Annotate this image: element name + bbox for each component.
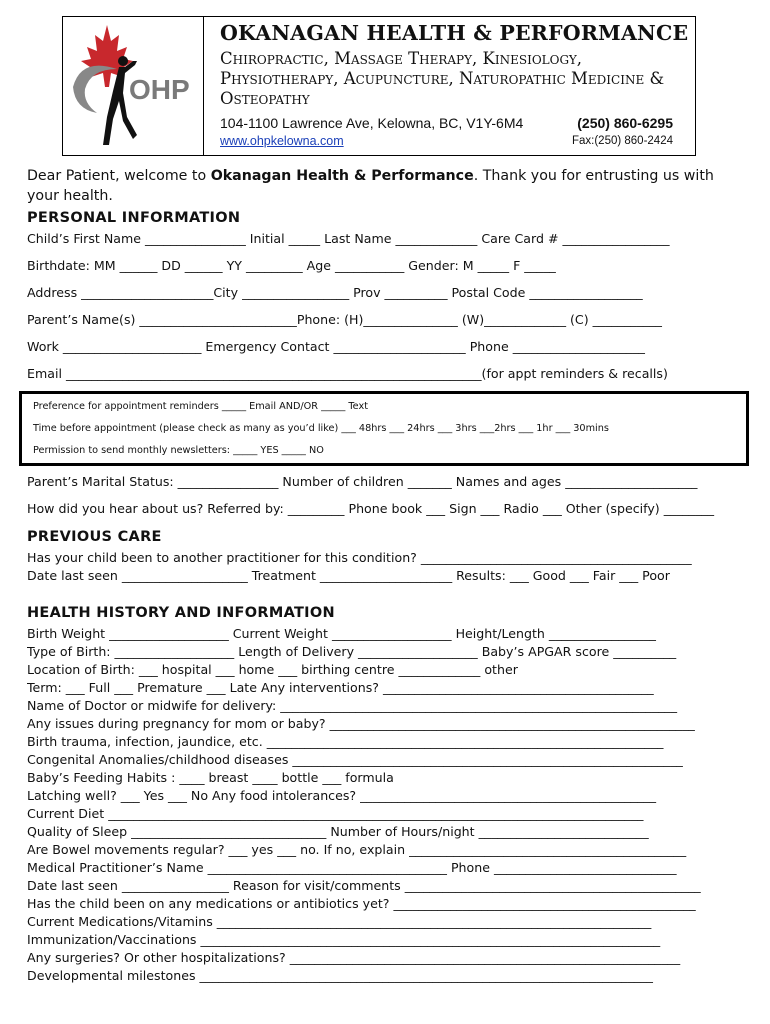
section-personal-information: PERSONAL INFORMATION <box>27 210 241 226</box>
form-row-immunization[interactable]: Immunization/Vaccinations _________________________________________________________________________ <box>27 932 661 947</box>
form-row-birth-weight[interactable]: Birth Weight ___________________ Current Weight ___________________ Height/Length _________________ <box>27 626 656 641</box>
logo-text: OHP <box>129 74 190 105</box>
form-row-medications-antibiotics[interactable]: Has the child been on any medications or antibiotics yet? ________________________________________________ <box>27 896 696 911</box>
clinic-address: 104-1100 Lawrence Ave, Kelowna, BC, V1Y-6M4 <box>220 115 524 131</box>
form-row-child-name[interactable]: Child’s First Name ________________ Initial _____ Last Name _____________ Care Card # _________________ <box>27 231 670 246</box>
clinic-name: OKANAGAN HEALTH & PERFORMANCE <box>220 21 689 45</box>
form-row-current-medications[interactable]: Current Medications/Vitamins _____________________________________________________________________ <box>27 914 652 929</box>
pref-row-reminder-time[interactable]: Time before appointment (please check as many as you’d like) ___ 48hrs ___ 24hrs ___ 3hrs ___2hrs ___ 1hr ___ 30mins <box>33 423 609 434</box>
form-row-marital-status[interactable]: Parent’s Marital Status: ________________ Number of children _______ Names and ages _____________________ <box>27 474 698 489</box>
form-row-congenital-anomalies[interactable]: Congenital Anomalies/childhood diseases ______________________________________________________________ <box>27 752 683 767</box>
welcome-tail: . Thank you for entrusting us with your health. <box>27 168 714 204</box>
clinic-fax: Fax:(250) 860-2424 <box>571 135 673 147</box>
clinic-services: Chiropractic, Massage Therapy, Kinesiology, Physiotherapy, Acupuncture, Naturopathic Medicine & Osteopathy <box>220 49 665 108</box>
section-previous-care: PREVIOUS CARE <box>27 529 162 545</box>
form-row-feeding-habits[interactable]: Baby’s Feeding Habits : ____ breast ____ bottle ___ formula <box>27 770 394 785</box>
form-row-address[interactable]: Address _____________________City _________________ Prov __________ Postal Code __________________ <box>27 285 643 300</box>
pref-row-reminder-method[interactable]: Preference for appointment reminders _____ Email AND/OR _____ Text <box>33 401 369 412</box>
form-row-developmental-milestones[interactable]: Developmental milestones ________________________________________________________________________ <box>27 968 653 983</box>
form-row-doctor-midwife[interactable]: Name of Doctor or midwife for delivery: _______________________________________________________________ <box>27 698 678 713</box>
form-row-location-of-birth[interactable]: Location of Birth: ___ hospital ___ home ___ birthing centre _____________ other <box>27 662 518 677</box>
pref-row-newsletter[interactable]: Permission to send monthly newsletters: _____ YES _____ NO <box>33 445 324 456</box>
form-row-parent-phone[interactable]: Parent’s Name(s) _________________________Phone: (H)_______________ (W)_____________ (C) ___________ <box>27 312 662 327</box>
form-row-referral[interactable]: How did you hear about us? Referred by: _________ Phone book ___ Sign ___ Radio ___ Other (specify) ________ <box>27 501 715 516</box>
form-row-current-diet[interactable]: Current Diet _____________________________________________________________________________________ <box>27 806 644 821</box>
form-row-latching[interactable]: Latching well? ___ Yes ___ No Any food intolerances? _______________________________________________ <box>27 788 657 803</box>
form-row-last-seen-results[interactable]: Date last seen ____________________ Treatment _____________________ Results: ___ Good ___ Fair ___ Poor <box>27 568 670 583</box>
welcome-text <box>27 166 742 206</box>
welcome-lead: Dear Patient, welcome to <box>27 168 211 184</box>
clinic-header <box>204 16 696 156</box>
form-row-medical-practitioner[interactable]: Medical Practitioner’s Name ______________________________________ Phone _____________________________ <box>27 860 677 875</box>
form-row-type-of-birth[interactable]: Type of Birth: ___________________ Length of Delivery ___________________ Baby’s APGAR score __________ <box>27 644 677 659</box>
form-row-birth-trauma[interactable]: Birth trauma, infection, jaundice, etc. _______________________________________________________________ <box>27 734 664 749</box>
clinic-logo <box>62 16 204 156</box>
form-row-birthdate[interactable]: Birthdate: MM ______ DD ______ YY _________ Age ___________ Gender: M _____ F _____ <box>27 258 556 273</box>
form-row-bowel-movements[interactable]: Are Bowel movements regular? ___ yes ___ no. If no, explain ____________________________________________ <box>27 842 687 857</box>
clinic-website-link[interactable]: www.ohpkelowna.com <box>220 134 344 148</box>
form-row-email[interactable]: Email __________________________________________________________________(for appt reminders & recalls) <box>27 366 668 381</box>
form-row-term[interactable]: Term: ___ Full ___ Premature ___ Late Any interventions? ___________________________________________ <box>27 680 654 695</box>
section-health-history: HEALTH HISTORY AND INFORMATION <box>27 605 335 621</box>
form-row-pregnancy-issues[interactable]: Any issues during pregnancy for mom or baby? __________________________________________________________ <box>27 716 695 731</box>
form-row-date-last-seen[interactable]: Date last seen _________________ Reason for visit/comments _______________________________________________ <box>27 878 701 893</box>
reminder-preferences-box <box>19 391 749 466</box>
maple-leaf-runner-icon <box>63 17 203 155</box>
form-row-work-emergency[interactable]: Work ______________________ Emergency Contact _____________________ Phone _____________________ <box>27 339 645 354</box>
form-row-other-practitioner[interactable]: Has your child been to another practitioner for this condition? ___________________________________________ <box>27 550 692 565</box>
form-row-quality-of-sleep[interactable]: Quality of Sleep _______________________________ Number of Hours/night ___________________________ <box>27 824 649 839</box>
clinic-phone: (250) 860-6295 <box>577 115 673 131</box>
form-row-surgeries[interactable]: Any surgeries? Or other hospitalizations? ______________________________________________________________ <box>27 950 681 965</box>
welcome-clinic: Okanagan Health & Performance <box>210 168 474 184</box>
